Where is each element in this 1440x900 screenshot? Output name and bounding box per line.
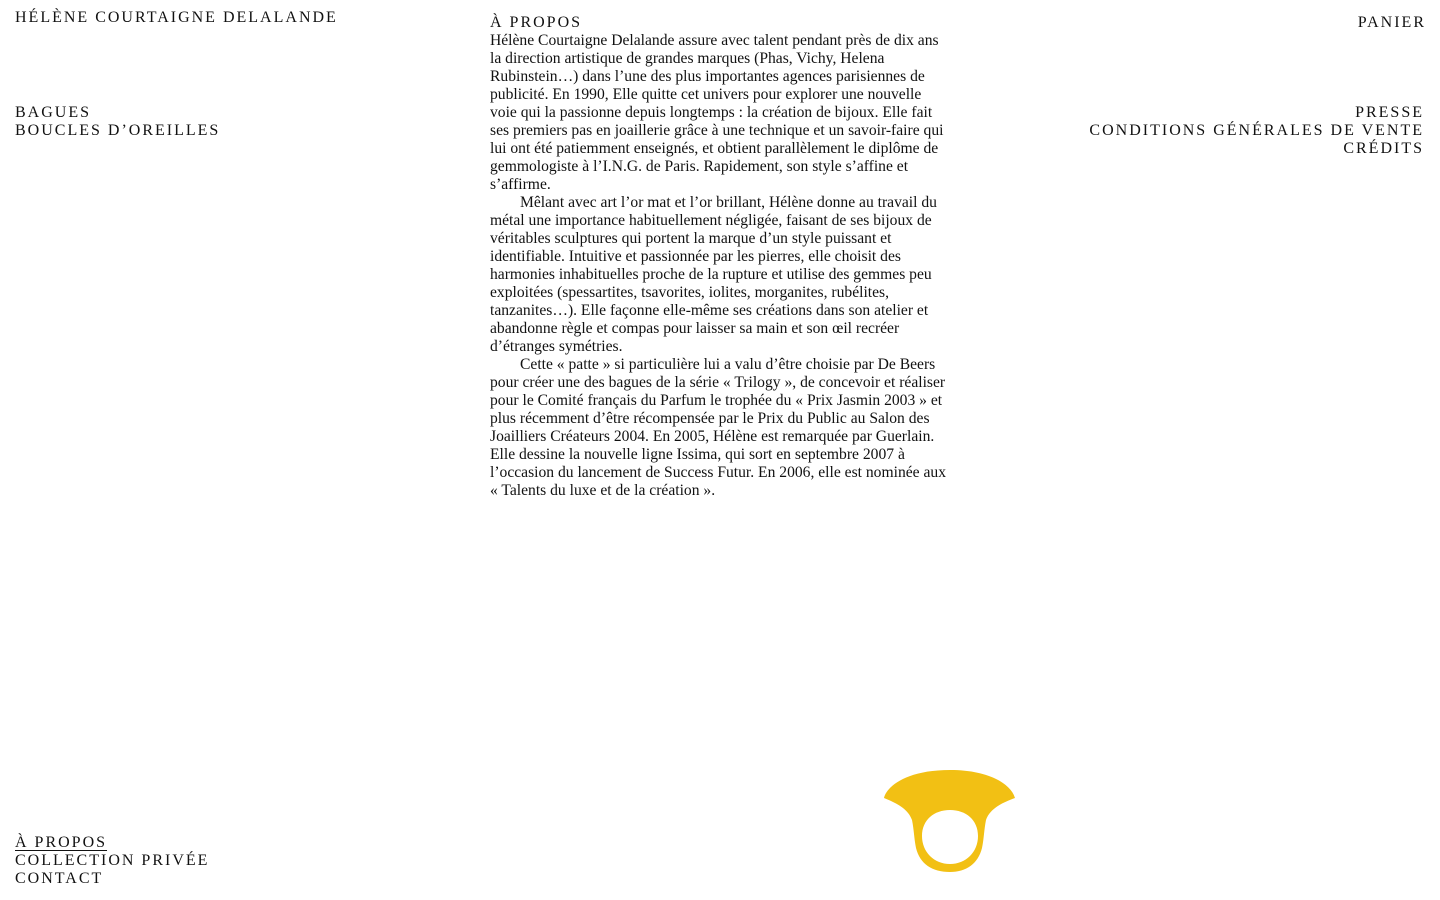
about-paragraph-2: Mêlant avec art l’or mat et l’or brillant, Hélène donne au travail du métal une importance habituellement négligée, faisant de ses bijoux de véritables sculptures qui portent la marque d’un style puissant et identifiable. Intuitive et passionnée par les pierres, elle choisit des harmonies inhabituelles proche de la rupture et utilise des gemmes peu exploitées (spessartites, tsavorites, iolites, morganites, rubélites, tanzanites…). Elle façonne elle-même ses créations dans son atelier et abandonne règle et compas pour laisser sa main et son œil recréer d’étranges symétries. — [490, 194, 937, 355]
about-paragraph-3: Cette « patte » si particulière lui a valu d’être choisie par De Beers pour créer une des bagues de la série « Trilogy », de concevoir et réaliser pour le Comité français du Parfum le trophée du « Prix Jasmin 2003 » et plus récemment d’être récompensée par le Prix du Public au Salon des Joailliers Créateurs 2004. En 2005, Hélène est remarquée par Guerlain. Elle dessine la nouvelle ligne Issima, qui sort en septembre 2007 à l’occasion du lancement de Success Futur. En 2006, elle est nominée aux « Talents du luxe et de la création ». — [490, 356, 946, 499]
main-nav — [15, 834, 209, 888]
brand-logo-link[interactable]: HÉLÈNE COURTAIGNE DELALANDE — [15, 9, 338, 26]
about-text — [490, 32, 952, 500]
nav-item-bagues[interactable]: BAGUES — [15, 104, 92, 121]
cart-link[interactable]: PANIER — [1357, 14, 1426, 31]
ring-image — [880, 768, 1018, 874]
category-nav — [15, 104, 220, 140]
ring-icon — [884, 770, 1015, 872]
nav-item-boucles-doreilles[interactable]: BOUCLES D’OREILLES — [15, 122, 221, 139]
about-section — [490, 14, 952, 500]
info-nav — [1089, 104, 1424, 158]
nav-item-credits[interactable]: CRÉDITS — [1343, 140, 1424, 157]
nav-item-presse[interactable]: PRESSE — [1355, 104, 1424, 121]
nav-item-conditions-generales-de-vente[interactable]: CONDITIONS GÉNÉRALES DE VENTE — [1089, 122, 1424, 139]
nav-item-a-propos[interactable]: À PROPOS — [15, 834, 108, 851]
nav-item-collection-privee[interactable]: COLLECTION PRIVÉE — [15, 852, 210, 869]
nav-item-contact[interactable]: CONTACT — [15, 870, 104, 887]
about-paragraph-1: Hélène Courtaigne Delalande assure avec talent pendant près de dix ans la direction artistique de grandes marques (Phas, Vichy, Helena Rubinstein…) dans l’une des plus importantes agences parisiennes de publicité. En 1990, Elle quitte cet univers pour explorer une nouvelle voie qui la passionne depuis longtemps : la création de bijoux. Elle fait ses premiers pas en joaillerie grâce à une technique et un savoir-faire qui lui ont été patiemment enseignés, et obtient parallèlement le diplôme de gemmologiste à l’I.N.G. de Paris. Rapidement, son style s’affine et s’affirme. — [490, 32, 944, 193]
page-title: À PROPOS — [490, 14, 583, 31]
